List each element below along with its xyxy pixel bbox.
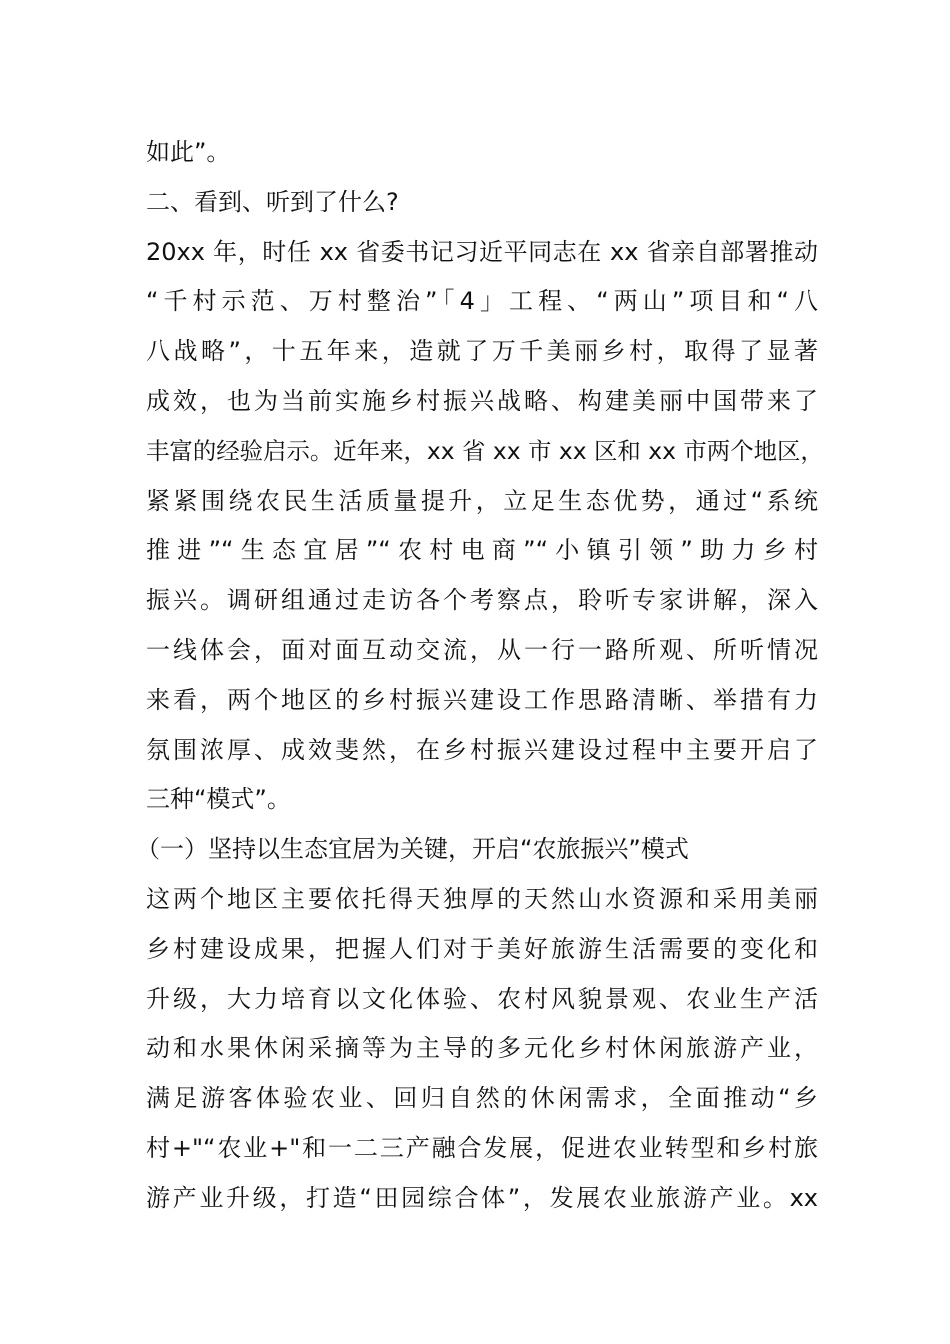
subsection-heading: （一）坚持以生态宜居为关键，开启“农旅振兴”模式 [136,835,689,864]
text-line: 三种“模式”。 [146,785,291,814]
text-line: 如此”。 [146,138,231,166]
text-line: 紧紧围绕农民生活质量提升，立足生态优势，通过“系统 [146,486,818,515]
text-line: 这两个地区主要依托得天独厚的天然山水资源和采用美丽 [146,884,818,913]
text-line: 20xx 年，时任 xx 省委书记习近平同志在 xx 省亲自部署推动 [146,237,818,266]
text-line: 满足游客体验农业、回归自然的休闲需求，全面推动“乡 [146,1084,818,1113]
text-line: 一线体会，面对面互动交流，从一行一路所观、所听情况 [146,635,818,664]
text-line: “千村示范、万村整治”「4」工程、“两山”项目和“八 [146,287,818,316]
text-line: 氛围浓厚、成效斐然，在乡村振兴建设过程中主要开启了 [146,735,818,764]
text-line: 振兴。调研组通过走访各个考察点，聆听专家讲解，深入 [146,586,818,615]
text-line: 动和水果休闲采摘等为主导的多元化乡村休闲旅游产业， [146,1034,818,1063]
text-line: 乡村建设成果，把握人们对于美好旅游生活需要的变化和 [146,934,818,963]
text-line: 村+"“农业+"和一二三产融合发展，促进农业转型和乡村旅 [146,1133,818,1162]
section-heading: 二、看到、听到了什么? [146,187,399,216]
text-line: 游产业升级，打造“田园综合体”，发展农业旅游产业。xx [146,1183,818,1212]
text-line: 升级，大力培育以文化体验、农村风貌景观、农业生产活 [146,984,818,1013]
text-line: 八战略”，十五年来，造就了万千美丽乡村，取得了显著 [146,337,818,366]
text-line: 来看，两个地区的乡村振兴建设工作思路清晰、举措有力 [146,685,818,714]
text-line: 成效，也为当前实施乡村振兴战略、构建美丽中国带来了 [146,386,818,415]
document-body [136,128,824,1224]
text-line: 推进”“生态宜居”“农村电商”“小镇引领”助力乡村 [146,536,818,565]
text-line: 丰富的经验启示。近年来，xx 省 xx 市 xx 区和 xx 市两个地区， [146,436,824,465]
